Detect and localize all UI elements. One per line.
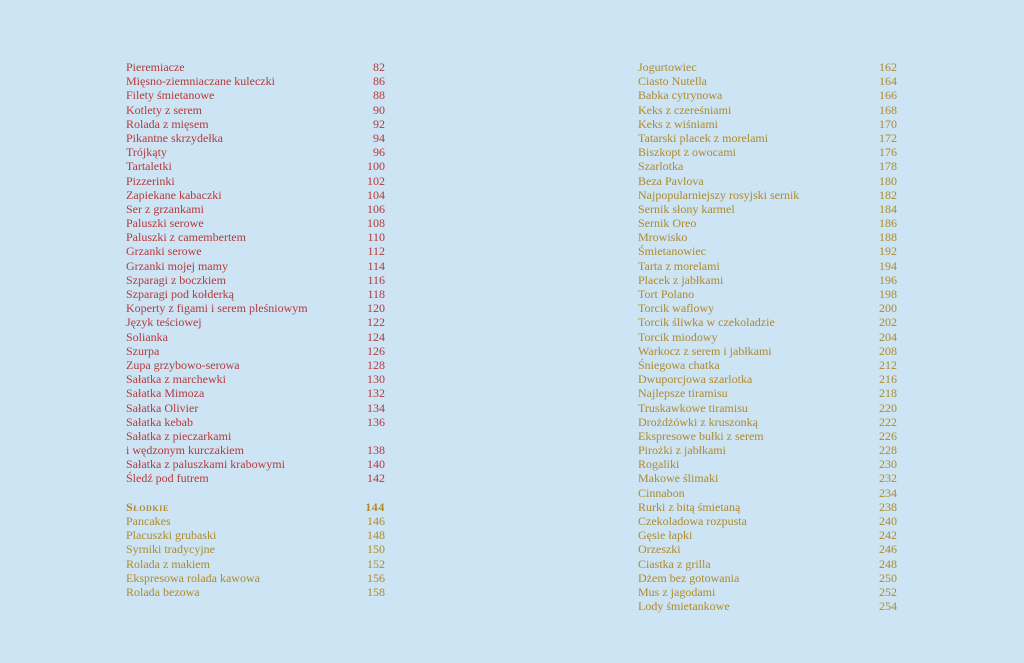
- entry-title: Mięsno-ziemniaczane kuleczki: [126, 74, 275, 89]
- section-heading-sweet: [126, 500, 385, 514]
- toc-entry: [126, 542, 385, 556]
- entry-title: Rurki z bitą śmietaną: [638, 499, 741, 514]
- entry-page: 208: [879, 343, 897, 358]
- sweet-entries-left: [126, 514, 385, 599]
- toc-entry: [638, 259, 897, 273]
- entry-page: 102: [367, 173, 385, 188]
- toc-entry: [126, 301, 385, 315]
- entry-page: 228: [879, 443, 897, 458]
- entry-page: 180: [879, 173, 897, 188]
- entry-title: Sałatka Mimoza: [126, 386, 205, 401]
- entry-title: Sałatka z paluszkami krabowymi: [126, 457, 285, 472]
- toc-entry: [126, 358, 385, 372]
- toc-entry: [126, 131, 385, 145]
- entry-title: Jogurtowiec: [638, 60, 697, 74]
- entry-title: Rolada z mięsem: [126, 116, 209, 131]
- entry-page: 166: [879, 88, 897, 103]
- toc-entry: [638, 159, 897, 173]
- entry-page: 146: [367, 514, 385, 529]
- entry-page: 232: [879, 471, 897, 486]
- toc-entry: [126, 386, 385, 400]
- toc-entry: [638, 571, 897, 585]
- savory-entries: [126, 60, 385, 486]
- entry-title: Kotlety z serem: [126, 102, 202, 117]
- section-gap: [126, 486, 385, 500]
- entry-title: Keks z czereśniami: [638, 102, 732, 117]
- toc-entry: [638, 174, 897, 188]
- toc-entry: [638, 188, 897, 202]
- toc-entry: [126, 202, 385, 216]
- entry-title: Sałatka Olivier: [126, 400, 199, 415]
- entry-title: Ciastka z grilla: [638, 556, 711, 571]
- entry-title: Babka cytrynowa: [638, 88, 723, 103]
- entry-page: 194: [879, 258, 897, 273]
- entry-page: 126: [367, 343, 385, 358]
- entry-page: 252: [879, 584, 897, 599]
- toc-entry: [126, 315, 385, 329]
- entry-title: Filety śmietanowe: [126, 88, 215, 103]
- entry-page: 178: [879, 159, 897, 174]
- toc-entry: [126, 585, 385, 599]
- entry-page: 182: [879, 187, 897, 202]
- entry-title: Solianka: [126, 329, 168, 344]
- entry-title: Rolada bezowa: [126, 584, 200, 599]
- toc-entry: [126, 415, 385, 429]
- entry-page: 148: [367, 528, 385, 543]
- entry-title: Pizzerinki: [126, 173, 175, 188]
- entry-page: 128: [367, 357, 385, 372]
- toc-entry: [638, 202, 897, 216]
- entry-page: 114: [367, 258, 385, 273]
- toc-entry: [126, 174, 385, 188]
- entry-title: Ekspresowa rolada kawowa: [126, 570, 260, 585]
- entry-title: Drożdżówki z kruszonką: [638, 414, 758, 429]
- entry-page: 222: [879, 414, 897, 429]
- entry-title: Rolada z makiem: [126, 556, 210, 571]
- entry-page: 120: [367, 301, 385, 316]
- toc-entry: [638, 145, 897, 159]
- entry-title: Szurpa: [126, 343, 160, 358]
- toc-entry: [126, 571, 385, 585]
- entry-title: Torcik miodowy: [638, 329, 718, 344]
- entry-page: 254: [879, 599, 897, 614]
- toc-entry: [126, 259, 385, 273]
- entry-page: 156: [367, 570, 385, 585]
- entry-page: 242: [879, 528, 897, 543]
- toc-column-left: [126, 60, 385, 599]
- entry-title: Śledź pod futrem: [126, 471, 209, 486]
- entry-page: 94: [373, 130, 385, 145]
- entry-page: 138: [367, 443, 385, 458]
- entry-page: 100: [367, 159, 385, 174]
- entry-title: Najlepsze tiramisu: [638, 386, 728, 401]
- entry-page: 248: [879, 556, 897, 571]
- entry-page: 108: [367, 216, 385, 231]
- toc-entry: [638, 358, 897, 372]
- toc-entry: [126, 145, 385, 159]
- entry-title: Sałatka z marchewki: [126, 372, 226, 387]
- entry-title: Biszkopt z owocami: [638, 145, 736, 160]
- entry-page: 104: [367, 187, 385, 202]
- entry-page: 202: [879, 315, 897, 330]
- entry-page: 200: [879, 301, 897, 316]
- entry-page: 234: [879, 485, 897, 500]
- entry-page: 140: [367, 457, 385, 472]
- entry-title: Placek z jabłkami: [638, 272, 724, 287]
- entry-page: 212: [879, 357, 897, 372]
- entry-title: Cinnabon: [638, 485, 685, 500]
- entry-page: 172: [879, 130, 897, 145]
- toc-entry: [638, 514, 897, 528]
- entry-page: 134: [367, 400, 385, 415]
- toc-entry: [126, 159, 385, 173]
- entry-title: Dżem bez gotowania: [638, 570, 740, 585]
- entry-title: Mrowisko: [638, 230, 688, 245]
- toc-entry: [126, 372, 385, 386]
- toc-entry: [126, 74, 385, 88]
- toc-entry: [638, 330, 897, 344]
- toc-entry: [638, 542, 897, 556]
- entry-title-line: i wędzonym kurczakiem: [126, 443, 244, 458]
- entry-title: Koperty z figami i serem pleśniowym: [126, 301, 308, 316]
- entry-title: Orzeszki: [638, 542, 681, 557]
- entry-page: 118: [367, 287, 385, 301]
- entry-page: 158: [367, 584, 385, 599]
- toc-entry: [638, 344, 897, 358]
- entry-title: Czekoladowa rozpusta: [638, 514, 747, 528]
- entry-page: 116: [367, 272, 385, 287]
- toc-entry: [638, 585, 897, 599]
- toc-entry: [638, 244, 897, 258]
- entry-title: [126, 429, 244, 457]
- entry-title: Ser z grzankami: [126, 201, 204, 216]
- entry-title: Makowe ślimaki: [638, 471, 719, 486]
- entry-page: 86: [373, 74, 385, 89]
- entry-title: Pikantne skrzydełka: [126, 130, 223, 145]
- section-title: Słodkie: [126, 499, 169, 514]
- entry-title: Ciasto Nutella: [638, 74, 707, 89]
- entry-title: Tartaletki: [126, 159, 172, 174]
- toc-entry: [126, 528, 385, 542]
- entry-title: Torcik śliwka w czekoladzie: [638, 315, 775, 330]
- entry-title: Paluszki serowe: [126, 216, 204, 231]
- entry-page: 142: [367, 471, 385, 486]
- toc-entry: [638, 273, 897, 287]
- entry-title: Sernik słony karmel: [638, 201, 735, 216]
- entry-title: Lody śmietankowe: [638, 599, 730, 614]
- entry-title: Placuszki grubaski: [126, 528, 217, 543]
- entry-page: 168: [879, 102, 897, 117]
- entry-title: Grzanki mojej mamy: [126, 258, 228, 273]
- toc-entry: [638, 287, 897, 301]
- entry-page: 196: [879, 272, 897, 287]
- entry-title: Zapiekane kabaczki: [126, 187, 222, 202]
- entry-page: 216: [879, 372, 897, 387]
- toc-entry: [638, 131, 897, 145]
- entry-page: 246: [879, 542, 897, 557]
- entry-page: 188: [879, 230, 897, 245]
- entry-page: 230: [879, 457, 897, 472]
- entry-title: Język teściowej: [126, 315, 202, 330]
- toc-entry: [638, 386, 897, 400]
- entry-page: 92: [373, 116, 385, 131]
- toc-entry: [126, 273, 385, 287]
- entry-title: Gęsie łapki: [638, 528, 693, 543]
- toc-entry: [638, 415, 897, 429]
- entry-page: 132: [367, 386, 385, 401]
- toc-entry: [126, 330, 385, 344]
- entry-title: Najpopularniejszy rosyjski sernik: [638, 187, 800, 202]
- toc-entry: [126, 103, 385, 117]
- toc-entry: [126, 514, 385, 528]
- toc-entry: [638, 457, 897, 471]
- toc-entry: [126, 188, 385, 202]
- entry-title: Tort Polano: [638, 287, 695, 301]
- entry-page: 88: [373, 88, 385, 103]
- entry-title: Pieremiacze: [126, 60, 185, 74]
- toc-entry: [126, 60, 385, 74]
- entry-page: 150: [367, 542, 385, 557]
- entry-title: Dwuporcjowa szarlotka: [638, 372, 753, 387]
- toc-entry: [126, 471, 385, 485]
- entry-title: Rogaliki: [638, 457, 680, 472]
- entry-page: 192: [879, 244, 897, 259]
- entry-title: Sernik Oreo: [638, 216, 697, 231]
- entry-title: Ekspresowe bułki z serem: [638, 428, 764, 443]
- entry-page: 250: [879, 570, 897, 585]
- entry-page: 130: [367, 372, 385, 387]
- entry-page: 184: [879, 201, 897, 216]
- entry-title: Zupa grzybowo-serowa: [126, 357, 240, 372]
- entry-page: 110: [367, 230, 385, 245]
- toc-entry: [126, 429, 385, 457]
- entry-page: 136: [367, 414, 385, 429]
- entry-title: Szparagi z boczkiem: [126, 272, 226, 287]
- toc-entry: [638, 528, 897, 542]
- toc-entry: [126, 557, 385, 571]
- entry-title: Śmietanowiec: [638, 244, 706, 259]
- entry-page: 124: [367, 329, 385, 344]
- toc-entry: [638, 230, 897, 244]
- entry-page: 122: [367, 315, 385, 330]
- toc-column-right: [638, 60, 897, 613]
- toc-entry: [638, 315, 897, 329]
- entry-title: Paluszki z camembertem: [126, 230, 246, 245]
- entry-title: Truskawkowe tiramisu: [638, 400, 748, 415]
- entry-title: Tarta z morelami: [638, 258, 720, 273]
- entry-title: Beza Pavlova: [638, 173, 704, 188]
- entry-page: 176: [879, 145, 897, 160]
- toc-entry: [126, 88, 385, 102]
- toc-entry: [638, 372, 897, 386]
- toc-entry: [638, 486, 897, 500]
- entry-page: 106: [367, 201, 385, 216]
- toc-entry: [638, 599, 897, 613]
- toc-entry: [638, 401, 897, 415]
- entry-page: 186: [879, 216, 897, 231]
- entry-page: 82: [373, 60, 385, 74]
- entry-title: Pancakes: [126, 514, 171, 529]
- entry-page: 204: [879, 329, 897, 344]
- entry-page: 112: [367, 244, 385, 259]
- toc-entry: [126, 401, 385, 415]
- entry-title: Pirożki z jabłkami: [638, 443, 726, 458]
- entry-page: 238: [879, 499, 897, 514]
- entry-title: Szparagi pod kołderką: [126, 287, 234, 301]
- toc-entry: [638, 117, 897, 131]
- section-page: 144: [365, 499, 385, 514]
- entry-page: 162: [879, 60, 897, 74]
- toc-entry: [638, 216, 897, 230]
- entry-title-line: Sałatka z pieczarkami: [126, 428, 232, 443]
- entry-page: 218: [879, 386, 897, 401]
- entry-title: Torcik waflowy: [638, 301, 715, 316]
- toc-entry: [638, 443, 897, 457]
- entry-title: Syrniki tradycyjne: [126, 542, 215, 557]
- entry-title: Keks z wiśniami: [638, 116, 718, 131]
- toc-entry: [126, 244, 385, 258]
- entry-title: Śniegowa chatka: [638, 357, 720, 372]
- entry-page: 226: [879, 428, 897, 443]
- entry-page: 96: [373, 145, 385, 160]
- toc-entry: [126, 344, 385, 358]
- entry-title: Sałatka kebab: [126, 414, 193, 429]
- toc-entry: [638, 103, 897, 117]
- entry-page: 170: [879, 116, 897, 131]
- entry-title: Tatarski placek z morelami: [638, 130, 769, 145]
- toc-entry: [638, 557, 897, 571]
- entry-page: 240: [879, 514, 897, 528]
- entry-title: Grzanki serowe: [126, 244, 202, 259]
- toc-entry: [638, 60, 897, 74]
- toc-entry: [638, 471, 897, 485]
- toc-entry: [126, 287, 385, 301]
- entry-title: Trójkąty: [126, 145, 167, 160]
- toc-entry: [638, 500, 897, 514]
- toc-entry: [638, 74, 897, 88]
- entry-page: 164: [879, 74, 897, 89]
- toc-entry: [126, 457, 385, 471]
- entry-page: 152: [367, 556, 385, 571]
- entry-page: 198: [879, 287, 897, 301]
- toc-entry: [638, 88, 897, 102]
- toc-entry: [638, 301, 897, 315]
- toc-entry: [126, 117, 385, 131]
- toc-entry: [638, 429, 897, 443]
- toc-entry: [126, 230, 385, 244]
- entry-page: 220: [879, 400, 897, 415]
- sweet-entries-right: [638, 60, 897, 613]
- toc-entry: [126, 216, 385, 230]
- entry-title: Szarlotka: [638, 159, 684, 174]
- entry-title: Warkocz z serem i jabłkami: [638, 343, 772, 358]
- entry-title: Mus z jagodami: [638, 584, 716, 599]
- entry-page: 90: [373, 102, 385, 117]
